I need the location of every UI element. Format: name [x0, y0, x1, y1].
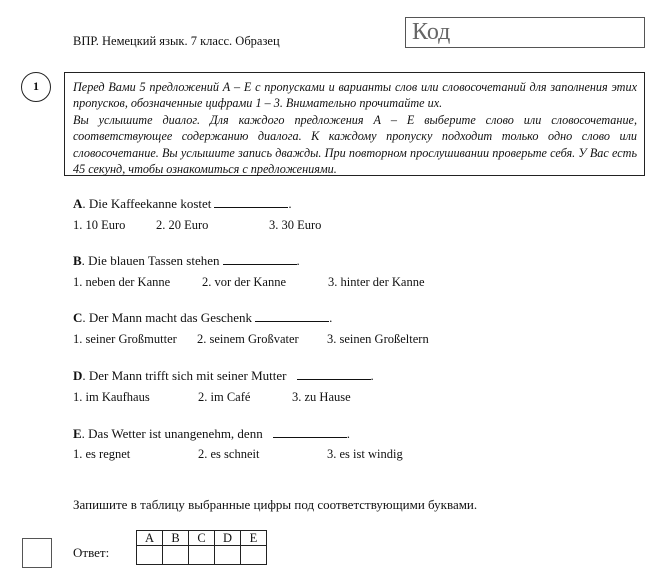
question-a: [73, 196, 292, 212]
answer-blank: [214, 196, 288, 208]
question-e: [73, 426, 350, 442]
answer-blank: [255, 310, 329, 322]
question-end: .: [296, 253, 300, 268]
question-c: [73, 310, 332, 326]
answer-cell-b[interactable]: [163, 546, 189, 565]
answer-cell-c[interactable]: [189, 546, 215, 565]
option: 1. 10 Euro: [73, 218, 126, 232]
code-field[interactable]: Код: [405, 17, 645, 48]
question-letter: C: [73, 310, 83, 325]
option: 3. seinen Großeltern: [327, 332, 429, 346]
answer-blank: [297, 368, 371, 380]
page-header-title: ВПР. Немецкий язык. 7 класс. Образец: [73, 34, 280, 48]
question-stem: . Der Mann macht das Geschenk: [82, 310, 253, 325]
option: 2. seinem Großvater: [197, 332, 299, 346]
option: 3. zu Hause: [292, 390, 351, 404]
question-stem: . Die Kaffeekanne kostet: [82, 196, 212, 211]
answer-cell-e[interactable]: [241, 546, 267, 565]
answer-instruction: Запишите в таблицу выбранные цифры под соответствующими буквами.: [73, 497, 478, 512]
question-end: .: [346, 426, 350, 441]
option: 3. 30 Euro: [269, 218, 322, 232]
answer-table-header: C: [189, 531, 215, 546]
question-letter: B: [73, 253, 82, 268]
instruction-box: [64, 72, 645, 176]
question-end: .: [370, 368, 374, 383]
answer-table-header: D: [215, 531, 241, 546]
question-stem: . Die blauen Tassen stehen: [81, 253, 220, 268]
question-stem: . Der Mann trifft sich mit seiner Mutter: [82, 368, 287, 383]
option: 1. es regnet: [73, 447, 131, 461]
option: 3. hinter der Kanne: [328, 275, 425, 289]
option: 1. seiner Großmutter: [73, 332, 177, 346]
instruction-paragraph-1: Перед Вами 5 предложений А – Е с пропусками и варианты слов или словосочетаний для заполнения этих пропусков, обозначенные цифрами 1 – 3. Внимательно прочитайте их.: [73, 80, 637, 111]
option: 2. vor der Kanne: [202, 275, 286, 289]
option: 2. im Café: [198, 390, 251, 404]
answer-table-header: B: [163, 531, 189, 546]
question-end: .: [329, 310, 333, 325]
task-number-badge: 1: [21, 72, 51, 102]
question-letter: A: [73, 196, 83, 211]
option: 1. neben der Kanne: [73, 275, 171, 289]
question-stem: . Das Wetter ist unangenehm, denn: [81, 426, 263, 441]
option: 3. es ist windig: [327, 447, 403, 461]
answer-table-header: A: [137, 531, 163, 546]
answer-cell-d[interactable]: [215, 546, 241, 565]
answer-blank: [223, 253, 297, 265]
option: 2. es schneit: [198, 447, 260, 461]
question-end: .: [288, 196, 292, 211]
question-letter: E: [73, 426, 82, 441]
question-b: [73, 253, 300, 269]
option: 2. 20 Euro: [156, 218, 209, 232]
answer-label: Ответ:: [73, 545, 110, 560]
answer-table-header: E: [241, 531, 267, 546]
answer-cell-a[interactable]: [137, 546, 163, 565]
question-d: [73, 368, 374, 384]
instruction-paragraph-2: Вы услышите диалог. Для каждого предложения А – Е выберите слово или словосочетание, соответствующее содержанию диалога. К каждому пропуску подходит только одно слово или словосочетание. Вы услышите запись дважды. При повторном прослушивании проверьте себя. У Вас есть 45 секунд, чтобы ознакомиться с предложениями.: [73, 112, 637, 177]
question-letter: D: [73, 368, 83, 383]
answer-blank: [273, 426, 347, 438]
score-box: [22, 538, 52, 568]
option: 1. im Kaufhaus: [73, 390, 150, 404]
